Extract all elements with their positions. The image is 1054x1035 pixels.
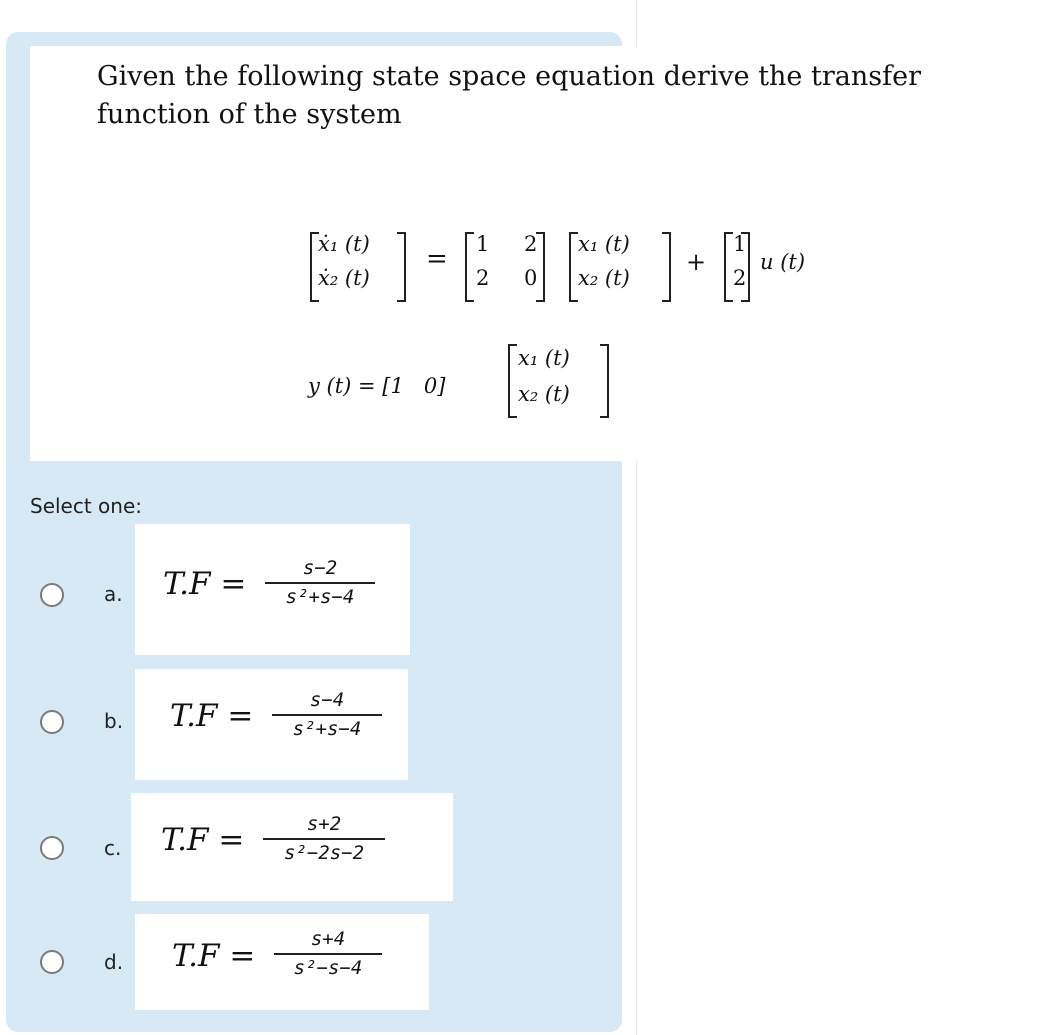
- option-b-denominator: s²+s−4: [292, 718, 362, 740]
- option-c-numerator: s+2: [306, 813, 342, 835]
- option-c-denominator: s²−2s−2: [283, 842, 365, 864]
- output-vec-right-bracket: [600, 344, 609, 418]
- matrix-b-right-bracket: [741, 232, 750, 302]
- option-b-fraction: [272, 689, 382, 740]
- matrix-b-left-bracket: [724, 232, 733, 302]
- plus-sign: +: [686, 248, 707, 276]
- matrix-a-11: 1: [476, 232, 490, 256]
- option-d-prefix: T.F =: [172, 938, 256, 974]
- state-vec-row-2: x₂ (t): [578, 266, 630, 290]
- lhs-row-2: ẋ₂ (t): [318, 266, 370, 290]
- option-c-letter: c.: [104, 836, 122, 860]
- matrix-a-left-bracket: [465, 232, 474, 302]
- output-vec-row-1: x₁ (t): [518, 346, 570, 370]
- radio-option-d[interactable]: [40, 950, 64, 974]
- option-a-fraction: [265, 557, 375, 608]
- lhs-right-bracket: [397, 232, 406, 302]
- option-d-fraction-bar: [274, 953, 382, 955]
- matrix-b-2: 2: [733, 266, 747, 290]
- option-a-fraction-bar: [265, 582, 375, 584]
- option-d-denominator: s²−s−4: [293, 957, 363, 979]
- state-vec-left-bracket: [569, 232, 578, 302]
- option-b-numerator: s−4: [309, 689, 345, 711]
- question-text: Given the following state space equation derive the transfer function of the system: [97, 61, 921, 130]
- select-one-label: Select one:: [30, 494, 143, 518]
- option-b-letter: b.: [104, 709, 124, 733]
- option-a-denominator: s²+s−4: [285, 586, 355, 608]
- option-a-letter: a.: [104, 582, 123, 606]
- input-term: u (t): [760, 250, 806, 274]
- output-lhs: y (t) = [1 0]: [308, 374, 446, 398]
- option-c-prefix: T.F =: [161, 822, 245, 858]
- matrix-a-21: 2: [476, 266, 490, 290]
- option-c-fraction: [263, 813, 385, 864]
- option-c-fraction-bar: [263, 838, 385, 840]
- output-vec-left-bracket: [508, 344, 517, 418]
- radio-option-a[interactable]: [40, 583, 64, 607]
- radio-option-b[interactable]: [40, 710, 64, 734]
- matrix-a-right-bracket: [536, 232, 545, 302]
- matrix-a-22: 0: [524, 266, 538, 290]
- matrix-a-12: 2: [524, 232, 538, 256]
- option-d-numerator: s+4: [310, 928, 346, 950]
- output-vec-row-2: x₂ (t): [518, 382, 570, 406]
- equals-sign: =: [426, 244, 448, 274]
- radio-option-c[interactable]: [40, 836, 64, 860]
- state-vec-row-1: x₁ (t): [578, 232, 630, 256]
- matrix-b-1: 1: [733, 232, 747, 256]
- option-b-prefix: T.F =: [170, 698, 254, 734]
- option-d-letter: d.: [104, 950, 124, 974]
- option-a-numerator: s−2: [302, 557, 338, 579]
- option-a-prefix: T.F =: [163, 566, 247, 602]
- state-vec-right-bracket: [662, 232, 671, 302]
- lhs-row-1: ẋ₁ (t): [318, 232, 370, 256]
- option-b-fraction-bar: [272, 714, 382, 716]
- option-d-fraction: [274, 928, 382, 979]
